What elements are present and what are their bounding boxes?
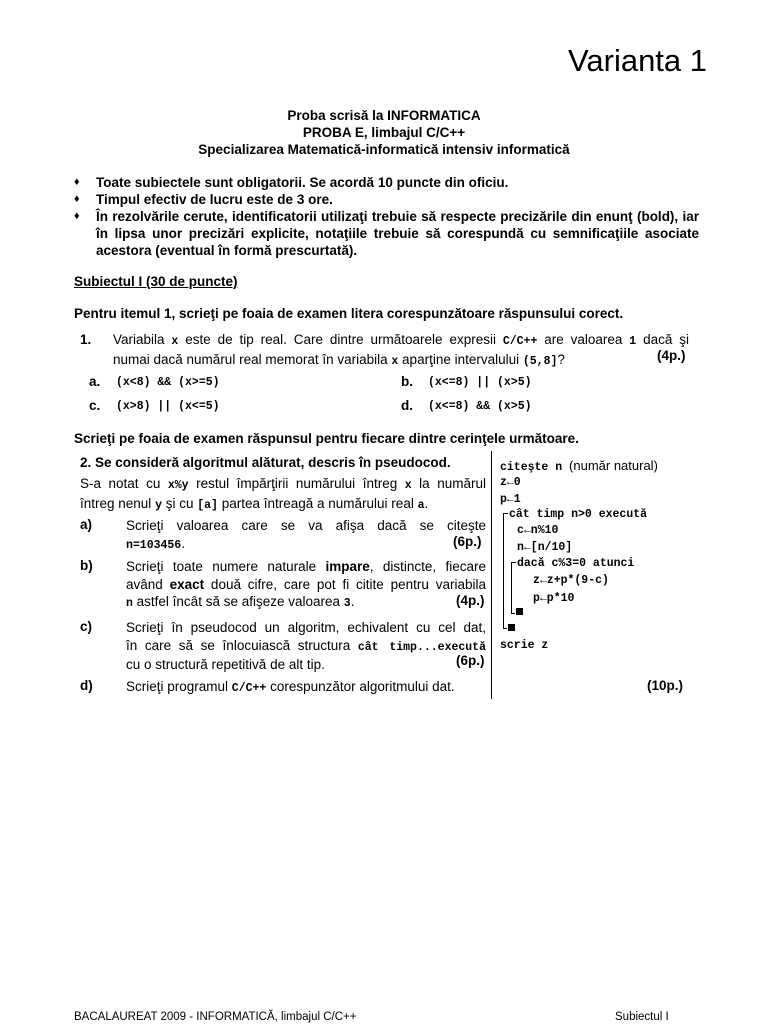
instructions-list bbox=[74, 174, 699, 259]
pseudo-line-read: citeşte n (număr natural) bbox=[500, 458, 658, 474]
q2c-label: c) bbox=[80, 619, 93, 634]
while-bracket-top bbox=[503, 513, 508, 514]
q2d-points: (10p.) bbox=[647, 678, 684, 693]
pseudo-line-z-init: z←0 bbox=[500, 476, 521, 489]
exam-title: Proba scrisă la INFORMATICA bbox=[287, 108, 481, 123]
q2d-text: Scrieţi programul C/C++ corespunzător algoritmului dat. bbox=[126, 679, 455, 695]
q1-option-c-letter: c. bbox=[89, 398, 101, 413]
q2b-label: b) bbox=[80, 558, 93, 573]
q1-option-a-expr: (x<8) && (x>=5) bbox=[116, 376, 220, 389]
q1-number: 1. bbox=[80, 332, 92, 347]
pseudo-line-p-init: p←1 bbox=[500, 493, 521, 506]
pseudo-line-while: cât timp n>0 execută bbox=[509, 508, 648, 521]
exam-specialization: Specializarea Matematică-informatică intensiv informatică bbox=[198, 142, 570, 157]
q1-option-b-letter: b. bbox=[401, 374, 413, 389]
q1-option-d-expr: (x<=8) && (x>5) bbox=[428, 400, 532, 413]
pseudo-line-c-assign: c←n%10 bbox=[517, 524, 559, 537]
while-bracket-line bbox=[503, 513, 504, 629]
diamond-bullet-icon: ♦ bbox=[74, 210, 80, 222]
diamond-bullet-icon: ♦ bbox=[74, 176, 80, 188]
if-bracket-line bbox=[511, 562, 512, 614]
pseudo-line-n-assign: n←[n/10] bbox=[517, 541, 573, 554]
instruction-item: ♦ Toate subiectele sunt obligatorii. Se acordă 10 puncte din oficiu. bbox=[74, 175, 509, 190]
q1-option-d-letter: d. bbox=[401, 398, 413, 413]
instruction-item: ♦ Timpul efectiv de lucru este de 3 ore. bbox=[74, 192, 333, 207]
variant-title: Varianta 1 bbox=[568, 43, 708, 78]
while-bracket-bottom bbox=[503, 628, 507, 629]
pseudo-line-write: scrie z bbox=[500, 639, 549, 652]
exam-subtitle: PROBA E, limbajul C/C++ bbox=[302, 125, 466, 140]
item1-instruction: Pentru itemul 1, scrieţi pe foaia de examen litera corespunzătoare răspunsului corect. bbox=[74, 306, 624, 321]
q1-text: Variabila x este de tip real. Care dintre următoarele expresii C/C++ are valoarea 1 dacă şi numai dacă numărul real memorat în variabila x aparţine intervalului (5,8]? bbox=[113, 332, 689, 368]
q2a-points: (6p.) bbox=[453, 534, 482, 549]
column-divider bbox=[491, 451, 492, 699]
q2-notation: S-a notat cu x%y restul împărţirii numărului întreg x la numărul întreg nenul y şi cu [a] partea întreagă a numărului real a. bbox=[80, 476, 486, 512]
q1-option-c-expr: (x>8) || (x<=5) bbox=[116, 400, 220, 413]
subject-title: Subiectul I (30 de puncte) bbox=[74, 274, 238, 289]
q2d-label: d) bbox=[80, 678, 93, 693]
if-bracket-bottom bbox=[511, 613, 515, 614]
instruction-item: ♦ În rezolvările cerute, identificatorii utilizaţi trebuie să respecte precizările din enunţ (bold), iar în lipsa unor precizări explicite, notaţiile trebuie să corespundă cu semnificaţiile asociate acestora (eventual în formă prescurtată). bbox=[74, 209, 699, 258]
pseudo-line-if: dacă c%3=0 atunci bbox=[517, 557, 635, 570]
footer-left: BACALAUREAT 2009 - INFORMATICĂ, limbajul C/C++ bbox=[74, 1011, 357, 1023]
q2b-points: (4p.) bbox=[456, 593, 485, 608]
if-bracket-top bbox=[511, 562, 516, 563]
q2-title: 2. Se consideră algoritmul alăturat, descris în pseudocod. bbox=[80, 455, 451, 470]
if-end-square-icon bbox=[516, 608, 523, 615]
q2b-text: Scrieţi toate numere naturale impare, distincte, fiecare având exact două cifre, care pot fi citite pentru variabila n astfel încât să se afişeze valoarea 3. bbox=[126, 559, 486, 610]
footer-right: Subiectul I bbox=[615, 1011, 669, 1023]
item2-instruction: Scrieţi pe foaia de examen răspunsul pentru fiecare dintre cerinţele următoare. bbox=[74, 431, 579, 446]
q1-option-a-letter: a. bbox=[89, 374, 101, 389]
q1-option-b-expr: (x<=8) || (x>5) bbox=[428, 376, 532, 389]
q1-points: (4p.) bbox=[657, 348, 686, 363]
q2c-text: Scrieţi în pseudocod un algoritm, echivalent cu cel dat, în care să se înlocuiască structura cât timp...execută cu o structură repetitivă de alt tip. bbox=[126, 620, 486, 672]
pseudo-line-z-update: z←z+p*(9-c) bbox=[533, 574, 609, 587]
q2c-points: (6p.) bbox=[456, 653, 485, 668]
q2a-text: Scrieţi valoarea care se va afişa dacă se citeşte n=103456. bbox=[126, 518, 486, 552]
while-end-square-icon bbox=[508, 624, 515, 631]
q2a-label: a) bbox=[80, 517, 93, 532]
diamond-bullet-icon: ♦ bbox=[74, 193, 80, 205]
pseudo-line-p-update: p←p*10 bbox=[533, 592, 575, 605]
